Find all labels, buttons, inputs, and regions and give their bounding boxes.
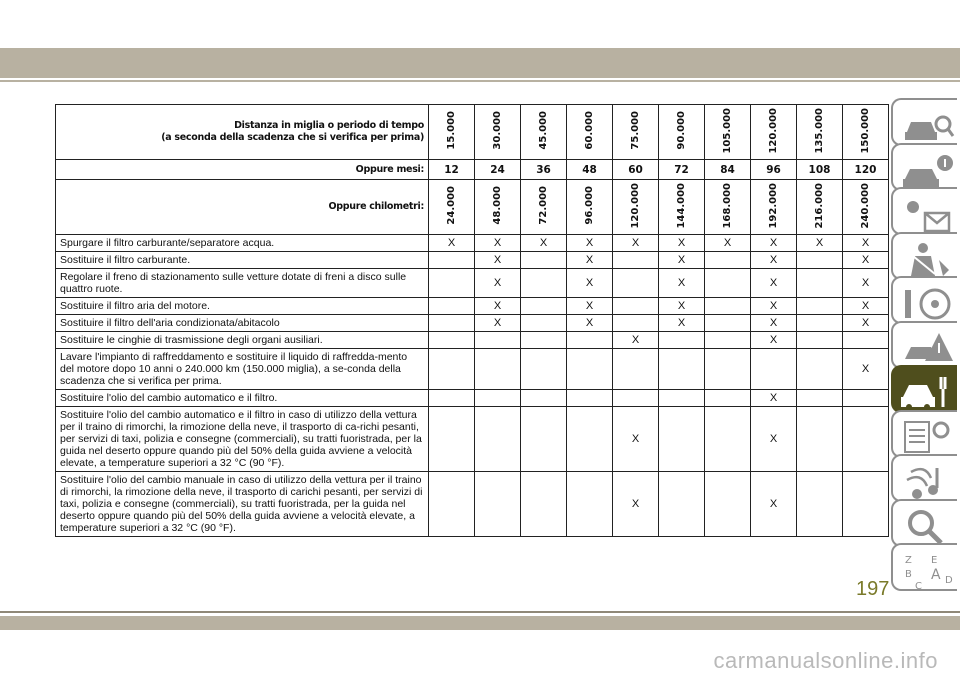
table-row — [56, 252, 889, 269]
interval-mark: X — [567, 235, 613, 252]
interval-mark: X — [659, 315, 705, 332]
interval-mark: X — [567, 269, 613, 298]
interval-mark — [521, 407, 567, 472]
miles-value: 15.000 — [445, 111, 457, 150]
km-value: 144.000 — [675, 182, 687, 229]
interval-mark — [613, 315, 659, 332]
table-row — [56, 407, 889, 472]
miles-header-cell — [843, 105, 889, 160]
miles-header-cell — [613, 105, 659, 160]
interval-mark: X — [567, 252, 613, 269]
table-row — [56, 298, 889, 315]
interval-mark — [521, 349, 567, 390]
task-description: Sostituire il filtro dell'aria condizionata/abitacolo — [56, 315, 429, 332]
alphabet-index-icon — [901, 551, 957, 591]
interval-mark — [567, 390, 613, 407]
interval-mark — [475, 407, 521, 472]
miles-header-cell — [751, 105, 797, 160]
car-magnifier-icon — [901, 106, 957, 146]
interval-mark: X — [751, 298, 797, 315]
interval-mark — [797, 252, 843, 269]
months-value: 96 — [751, 160, 797, 180]
miles-value: 30.000 — [491, 111, 503, 150]
km-value: 24.000 — [445, 186, 457, 225]
interval-mark: X — [843, 269, 889, 298]
interval-mark — [751, 349, 797, 390]
interval-mark — [613, 252, 659, 269]
interval-mark: X — [751, 390, 797, 407]
footer-band — [0, 616, 960, 630]
top-margin — [0, 0, 960, 48]
interval-mark — [521, 332, 567, 349]
tab-driving[interactable] — [891, 276, 957, 324]
interval-mark — [705, 349, 751, 390]
km-label: Oppure chilometri: — [56, 180, 429, 235]
interval-mark — [521, 472, 567, 537]
interval-mark — [613, 349, 659, 390]
months-value: 36 — [521, 160, 567, 180]
km-value: 120.000 — [629, 182, 641, 229]
km-header-cell — [429, 180, 475, 235]
km-header-cell — [797, 180, 843, 235]
interval-mark — [659, 332, 705, 349]
task-description: Sostituire le cinghie di trasmissione degli organi ausiliari. — [56, 332, 429, 349]
car-wrench-icon — [901, 373, 957, 413]
interval-mark — [429, 349, 475, 390]
svg-text:D: D — [945, 575, 953, 586]
header-band — [0, 48, 960, 78]
miles-value: 60.000 — [583, 111, 595, 150]
km-value: 48.000 — [491, 186, 503, 225]
interval-mark: X — [567, 315, 613, 332]
task-description: Sostituire l'olio del cambio automatico e il filtro. — [56, 390, 429, 407]
km-header-cell — [521, 180, 567, 235]
interval-mark — [843, 407, 889, 472]
page-number: 197 — [856, 578, 890, 600]
interval-mark — [705, 269, 751, 298]
interval-mark: X — [613, 472, 659, 537]
interval-mark — [429, 269, 475, 298]
interval-mark: X — [659, 235, 705, 252]
tab-multimedia[interactable] — [891, 454, 957, 502]
interval-mark: X — [475, 298, 521, 315]
interval-mark: X — [843, 252, 889, 269]
miles-header-cell — [475, 105, 521, 160]
header-row-km — [56, 180, 889, 235]
tab-maintenance[interactable] — [891, 365, 957, 413]
interval-mark — [429, 298, 475, 315]
interval-mark: X — [567, 298, 613, 315]
interval-mark: X — [751, 407, 797, 472]
distance-label-cell — [56, 105, 429, 160]
steering-wheel-icon — [901, 284, 957, 324]
interval-mark — [797, 407, 843, 472]
interval-mark — [475, 390, 521, 407]
warning-lights-icon — [901, 195, 957, 235]
interval-mark — [797, 269, 843, 298]
interval-mark: X — [751, 269, 797, 298]
table-row — [56, 349, 889, 390]
miles-value: 75.000 — [629, 111, 641, 150]
interval-mark — [705, 407, 751, 472]
table-row — [56, 269, 889, 298]
interval-mark: X — [475, 235, 521, 252]
footer-rule — [0, 611, 960, 613]
tab-search[interactable] — [891, 499, 957, 547]
interval-mark — [659, 407, 705, 472]
interval-mark: X — [475, 315, 521, 332]
months-value: 72 — [659, 160, 705, 180]
interval-mark: X — [659, 298, 705, 315]
miles-header-cell — [429, 105, 475, 160]
km-value: 72.000 — [537, 186, 549, 225]
table-row — [56, 235, 889, 252]
watermark: carmanualsonline.info — [713, 648, 938, 673]
interval-mark — [475, 349, 521, 390]
miles-value: 105.000 — [721, 107, 733, 154]
music-note-icon — [901, 462, 957, 502]
km-value: 96.000 — [583, 186, 595, 225]
interval-mark — [705, 315, 751, 332]
interval-mark — [843, 390, 889, 407]
interval-mark — [567, 472, 613, 537]
distance-sublabel: (a seconda della scadenza che si verifica per prima) — [161, 132, 424, 143]
months-label: Oppure mesi: — [56, 160, 429, 180]
interval-mark: X — [659, 269, 705, 298]
interval-mark — [429, 315, 475, 332]
months-value: 24 — [475, 160, 521, 180]
task-description: Spurgare il filtro carburante/separatore acqua. — [56, 235, 429, 252]
interval-mark: X — [751, 252, 797, 269]
interval-mark: X — [797, 235, 843, 252]
tab-warning-lights[interactable] — [891, 187, 957, 235]
interval-mark — [521, 298, 567, 315]
interval-mark — [797, 390, 843, 407]
km-header-cell — [659, 180, 705, 235]
interval-mark — [659, 472, 705, 537]
task-description: Regolare il freno di stazionamento sulle vetture dotate di freni a disco sulle quattro ruote. — [56, 269, 429, 298]
interval-mark — [797, 298, 843, 315]
km-header-cell — [567, 180, 613, 235]
km-value: 192.000 — [767, 182, 779, 229]
interval-mark — [705, 252, 751, 269]
interval-mark — [521, 315, 567, 332]
car-hazard-icon — [901, 329, 957, 369]
tab-car-search[interactable] — [891, 98, 957, 146]
interval-mark: X — [843, 349, 889, 390]
km-header-cell — [843, 180, 889, 235]
km-header-cell — [475, 180, 521, 235]
table-row — [56, 315, 889, 332]
interval-mark: X — [705, 235, 751, 252]
car-info-icon — [901, 151, 957, 191]
interval-mark: X — [751, 332, 797, 349]
interval-mark: X — [843, 298, 889, 315]
interval-mark — [659, 349, 705, 390]
svg-text:Z: Z — [905, 555, 912, 566]
interval-mark — [797, 472, 843, 537]
interval-mark — [705, 298, 751, 315]
km-header-cell — [613, 180, 659, 235]
svg-text:E: E — [931, 555, 938, 566]
interval-mark — [797, 349, 843, 390]
task-description: Sostituire il filtro carburante. — [56, 252, 429, 269]
months-value: 48 — [567, 160, 613, 180]
interval-mark — [613, 390, 659, 407]
interval-mark: X — [613, 332, 659, 349]
interval-mark — [475, 472, 521, 537]
interval-mark — [429, 332, 475, 349]
months-value: 84 — [705, 160, 751, 180]
interval-mark — [567, 349, 613, 390]
header-row-miles — [56, 105, 889, 160]
interval-mark — [705, 390, 751, 407]
distance-label: Distanza in miglia o periodo di tempo — [234, 120, 424, 131]
interval-mark — [521, 390, 567, 407]
magnifier-icon — [901, 507, 957, 547]
miles-header-cell — [705, 105, 751, 160]
interval-mark — [843, 332, 889, 349]
table-row — [56, 390, 889, 407]
km-value: 240.000 — [859, 182, 871, 229]
miles-header-cell — [567, 105, 613, 160]
months-value: 60 — [613, 160, 659, 180]
task-description: Sostituire l'olio del cambio manuale in caso di utilizzo della vettura per il traino di rimorchi, la rimozione della neve, il trasporto di carichi pesanti, per servizi di taxi, polizia e consegne (commerciali), su tratti fuoristrada, per la guida nel deserto oppure quando più del 50% della guida avviene a velocità elevate, a temperature superiori a 32 °C (90 °F). — [56, 472, 429, 537]
interval-mark: X — [843, 315, 889, 332]
miles-value: 150.000 — [859, 107, 871, 154]
interval-mark: X — [521, 235, 567, 252]
header-row-months — [56, 160, 889, 180]
miles-value: 120.000 — [767, 107, 779, 154]
months-value: 108 — [797, 160, 843, 180]
interval-mark: X — [475, 252, 521, 269]
months-value: 120 — [843, 160, 889, 180]
interval-mark: X — [475, 269, 521, 298]
miles-header-cell — [521, 105, 567, 160]
months-value: 12 — [429, 160, 475, 180]
interval-mark — [613, 269, 659, 298]
tab-emergency[interactable] — [891, 321, 957, 369]
interval-mark — [613, 298, 659, 315]
header-rule — [0, 80, 960, 82]
interval-mark — [705, 472, 751, 537]
interval-mark — [797, 315, 843, 332]
interval-mark — [797, 332, 843, 349]
seatbelt-airbag-icon — [901, 240, 957, 280]
interval-mark — [567, 332, 613, 349]
km-value: 168.000 — [721, 182, 733, 229]
km-header-cell — [751, 180, 797, 235]
miles-header-cell — [659, 105, 705, 160]
miles-value: 45.000 — [537, 111, 549, 150]
task-description: Sostituire l'olio del cambio automatico e il filtro in caso di utilizzo della vettura per il traino di rimorchi, la rimozione della neve, il trasporto di ca-richi pesanti, per servizi di taxi, polizia e consegne (commerciali), su tratti fuoristrada, per la guida nel deserto oppure quando più del 50% della guida avviene a velocità elevate, a temperature superiori a 32 °C (90 °F). — [56, 407, 429, 472]
interval-mark — [429, 407, 475, 472]
interval-mark — [659, 390, 705, 407]
interval-mark — [843, 472, 889, 537]
maintenance-schedule-table — [55, 104, 889, 537]
interval-mark: X — [659, 252, 705, 269]
tab-safety[interactable] — [891, 232, 957, 280]
interval-mark — [475, 332, 521, 349]
interval-mark: X — [613, 235, 659, 252]
interval-mark — [429, 252, 475, 269]
interval-mark: X — [751, 315, 797, 332]
interval-mark — [521, 269, 567, 298]
interval-mark — [521, 252, 567, 269]
svg-text:C: C — [915, 581, 922, 591]
interval-mark: X — [613, 407, 659, 472]
table-row — [56, 472, 889, 537]
interval-mark — [429, 472, 475, 537]
tab-index[interactable] — [891, 543, 957, 591]
miles-value: 135.000 — [813, 107, 825, 154]
table-row — [56, 332, 889, 349]
km-header-cell — [705, 180, 751, 235]
interval-mark — [705, 332, 751, 349]
interval-mark: X — [751, 235, 797, 252]
svg-text:A: A — [931, 567, 941, 583]
tab-technical-data[interactable] — [891, 410, 957, 458]
interval-mark — [567, 407, 613, 472]
miles-value: 90.000 — [675, 111, 687, 150]
task-description: Sostituire il filtro aria del motore. — [56, 298, 429, 315]
interval-mark: X — [429, 235, 475, 252]
tab-car-info[interactable] — [891, 143, 957, 191]
interval-mark: X — [751, 472, 797, 537]
km-value: 216.000 — [813, 182, 825, 229]
list-gear-icon — [901, 418, 957, 458]
miles-header-cell — [797, 105, 843, 160]
interval-mark: X — [843, 235, 889, 252]
svg-text:B: B — [905, 569, 912, 580]
interval-mark — [429, 390, 475, 407]
task-description: Lavare l'impianto di raffreddamento e sostituire il liquido di raffredda-mento del motore dopo 10 anni o 240.000 km (150.000 miglia), a se-conda della scadenza che si verifica per prima. — [56, 349, 429, 390]
